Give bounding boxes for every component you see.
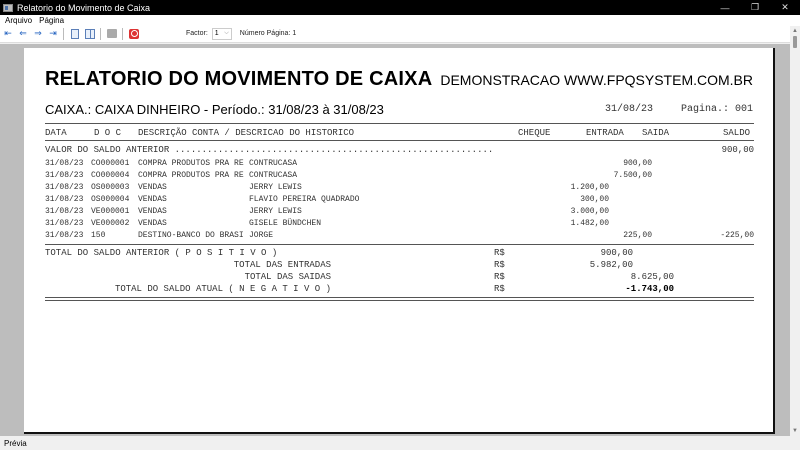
window-title: Relatorio do Movimento de Caixa (17, 2, 151, 13)
row-date: 31/08/23 (45, 195, 84, 204)
last-page-button[interactable] (46, 27, 60, 41)
report-print-date: 31/08/23 (605, 104, 654, 115)
status-bar (0, 436, 800, 450)
row-saldo: -225,00 (720, 231, 754, 240)
page-number-label: Número Página: 1 (239, 30, 297, 37)
single-page-button[interactable] (68, 27, 82, 41)
row-conta: VENDAS (138, 195, 167, 204)
row-saida: 7.500,00 (613, 171, 652, 180)
factor-value: 1 (214, 30, 219, 37)
saldo-anterior-row (45, 145, 754, 157)
row-saida: 225,00 (623, 231, 652, 240)
total-saldo-atual-label: TOTAL DO SALDO ATUAL ( N E G A T I V O ) (114, 284, 331, 294)
total-saidas-value: 8.625,00 (630, 272, 674, 282)
total-saidas-label: TOTAL DAS SAIDAS (244, 272, 331, 282)
report-demo-banner: DEMONSTRACAO WWW.FPQSYSTEM.COM.BR (440, 72, 753, 88)
report-title: RELATORIO DO MOVIMENTO DE CAIXA (45, 68, 433, 90)
toolbar-separator (63, 28, 64, 40)
row-doc: OS000004 (91, 195, 130, 204)
row-conta: VENDAS (138, 183, 167, 192)
two-page-button[interactable] (83, 27, 97, 41)
table-row (45, 219, 754, 231)
divider (45, 244, 754, 245)
menu-arquivo[interactable]: Arquivo (5, 15, 33, 25)
preview-area[interactable] (0, 44, 790, 436)
factor-label: Factor: (186, 30, 208, 37)
first-page-button[interactable] (1, 27, 15, 41)
col-descricao: DESCRIÇÃO CONTA / DESCRICAO DO HISTORICO (138, 128, 355, 138)
row-conta: VENDAS (138, 207, 167, 216)
toolbar-separator (100, 28, 101, 40)
row-historico: JERRY LEWIS (249, 183, 302, 192)
divider (45, 140, 754, 141)
row-date: 31/08/23 (45, 219, 84, 228)
title-bar (0, 0, 800, 15)
row-date: 31/08/23 (45, 231, 84, 240)
currency-label: R$ (494, 272, 505, 282)
row-historico: JORGE (249, 231, 274, 240)
two-page-icon (85, 29, 95, 39)
row-entrada: 3.000,00 (570, 207, 609, 216)
row-doc: VE000001 (91, 207, 130, 216)
row-date: 31/08/23 (45, 171, 84, 180)
row-entrada: 1.200,00 (570, 183, 609, 192)
row-historico: CONTRUCASA (249, 159, 298, 168)
menu-bar (0, 15, 800, 25)
row-historico: FLAVIO PEREIRA QUADRADO (249, 195, 360, 204)
currency-label: R$ (494, 248, 505, 258)
col-data: DATA (45, 128, 67, 138)
table-row (45, 207, 754, 219)
row-historico: JERRY LEWIS (249, 207, 302, 216)
row-doc: 150 (91, 231, 106, 240)
row-conta: COMPRA PRODUTOS PRA RE (138, 171, 244, 180)
row-entrada: 300,00 (580, 195, 609, 204)
table-row (45, 171, 754, 183)
previous-page-button[interactable] (16, 27, 30, 41)
row-doc: OS000003 (91, 183, 130, 192)
first-page-icon: ⇤ (4, 28, 12, 38)
total-saldo-atual-value: -1.743,00 (625, 284, 674, 294)
minimize-button[interactable]: — (720, 2, 730, 13)
report-page-label: Pagina.: 001 (680, 104, 753, 115)
chevron-down-icon: ⌵ (224, 30, 229, 36)
table-row (45, 183, 754, 195)
col-saida: SAIDA (642, 128, 670, 138)
row-doc: VE000002 (91, 219, 130, 228)
table-row (45, 159, 754, 171)
row-date: 31/08/23 (45, 159, 84, 168)
divider (45, 123, 754, 124)
row-saida: 900,00 (623, 159, 652, 168)
report-caixa-period: CAIXA.: CAIXA DINHEIRO - Período.: 31/08/23 à 31/08/23 (45, 102, 384, 117)
scroll-down-icon[interactable]: ▼ (792, 428, 798, 434)
next-page-button[interactable] (31, 27, 45, 41)
printer-icon (107, 29, 117, 38)
row-entrada: 1.482,00 (570, 219, 609, 228)
table-row (45, 231, 754, 243)
next-page-icon: ⇒ (34, 28, 42, 38)
scroll-thumb[interactable] (793, 36, 797, 48)
factor-select[interactable] (212, 28, 232, 40)
total-saldo-anterior-value: 900,00 (600, 248, 633, 258)
row-conta: COMPRA PRODUTOS PRA RE (138, 159, 244, 168)
divider (45, 297, 754, 298)
toolbar (0, 25, 800, 43)
row-conta: VENDAS (138, 219, 167, 228)
app-icon (3, 4, 13, 12)
last-page-icon: ⇥ (49, 28, 57, 38)
close-preview-button[interactable] (127, 27, 141, 41)
toolbar-separator (122, 28, 123, 40)
print-button[interactable] (105, 27, 119, 41)
saldo-anterior-value: 900,00 (721, 145, 754, 155)
row-doc: CO000001 (91, 159, 130, 168)
table-row (45, 195, 754, 207)
currency-label: R$ (494, 260, 505, 270)
report-page (24, 48, 775, 434)
saldo-anterior-label: VALOR DO SALDO ANTERIOR ........................................................... (45, 145, 494, 155)
scroll-up-icon[interactable]: ▲ (792, 28, 798, 34)
col-cheque: CHEQUE (518, 128, 551, 138)
vertical-scrollbar[interactable] (790, 26, 800, 436)
divider (45, 300, 754, 301)
row-historico: GISELE BÜNDCHEN (249, 219, 322, 228)
row-doc: CO000004 (91, 171, 130, 180)
close-window-button[interactable]: ✕ (781, 2, 789, 12)
col-entrada: ENTRADA (586, 128, 624, 138)
total-entradas-value: 5.982,00 (589, 260, 633, 270)
status-text: Prévia (4, 438, 27, 448)
maximize-button[interactable]: ❐ (750, 2, 760, 12)
total-saldo-anterior-label: TOTAL DO SALDO ANTERIOR ( P O S I T I V O ) (45, 248, 278, 258)
previous-page-icon: ⇐ (19, 28, 27, 38)
close-preview-icon (129, 29, 139, 39)
total-entradas-label: TOTAL DAS ENTRADAS (233, 260, 331, 270)
row-historico: CONTRUCASA (249, 171, 298, 180)
currency-label: R$ (494, 284, 505, 294)
col-doc: D O C (94, 128, 122, 138)
single-page-icon (71, 29, 79, 39)
menu-pagina[interactable]: Página (39, 15, 65, 25)
row-conta: DESTINO-BANCO DO BRASI (138, 231, 244, 240)
row-date: 31/08/23 (45, 183, 84, 192)
row-date: 31/08/23 (45, 207, 84, 216)
col-saldo: SALDO (723, 128, 751, 138)
